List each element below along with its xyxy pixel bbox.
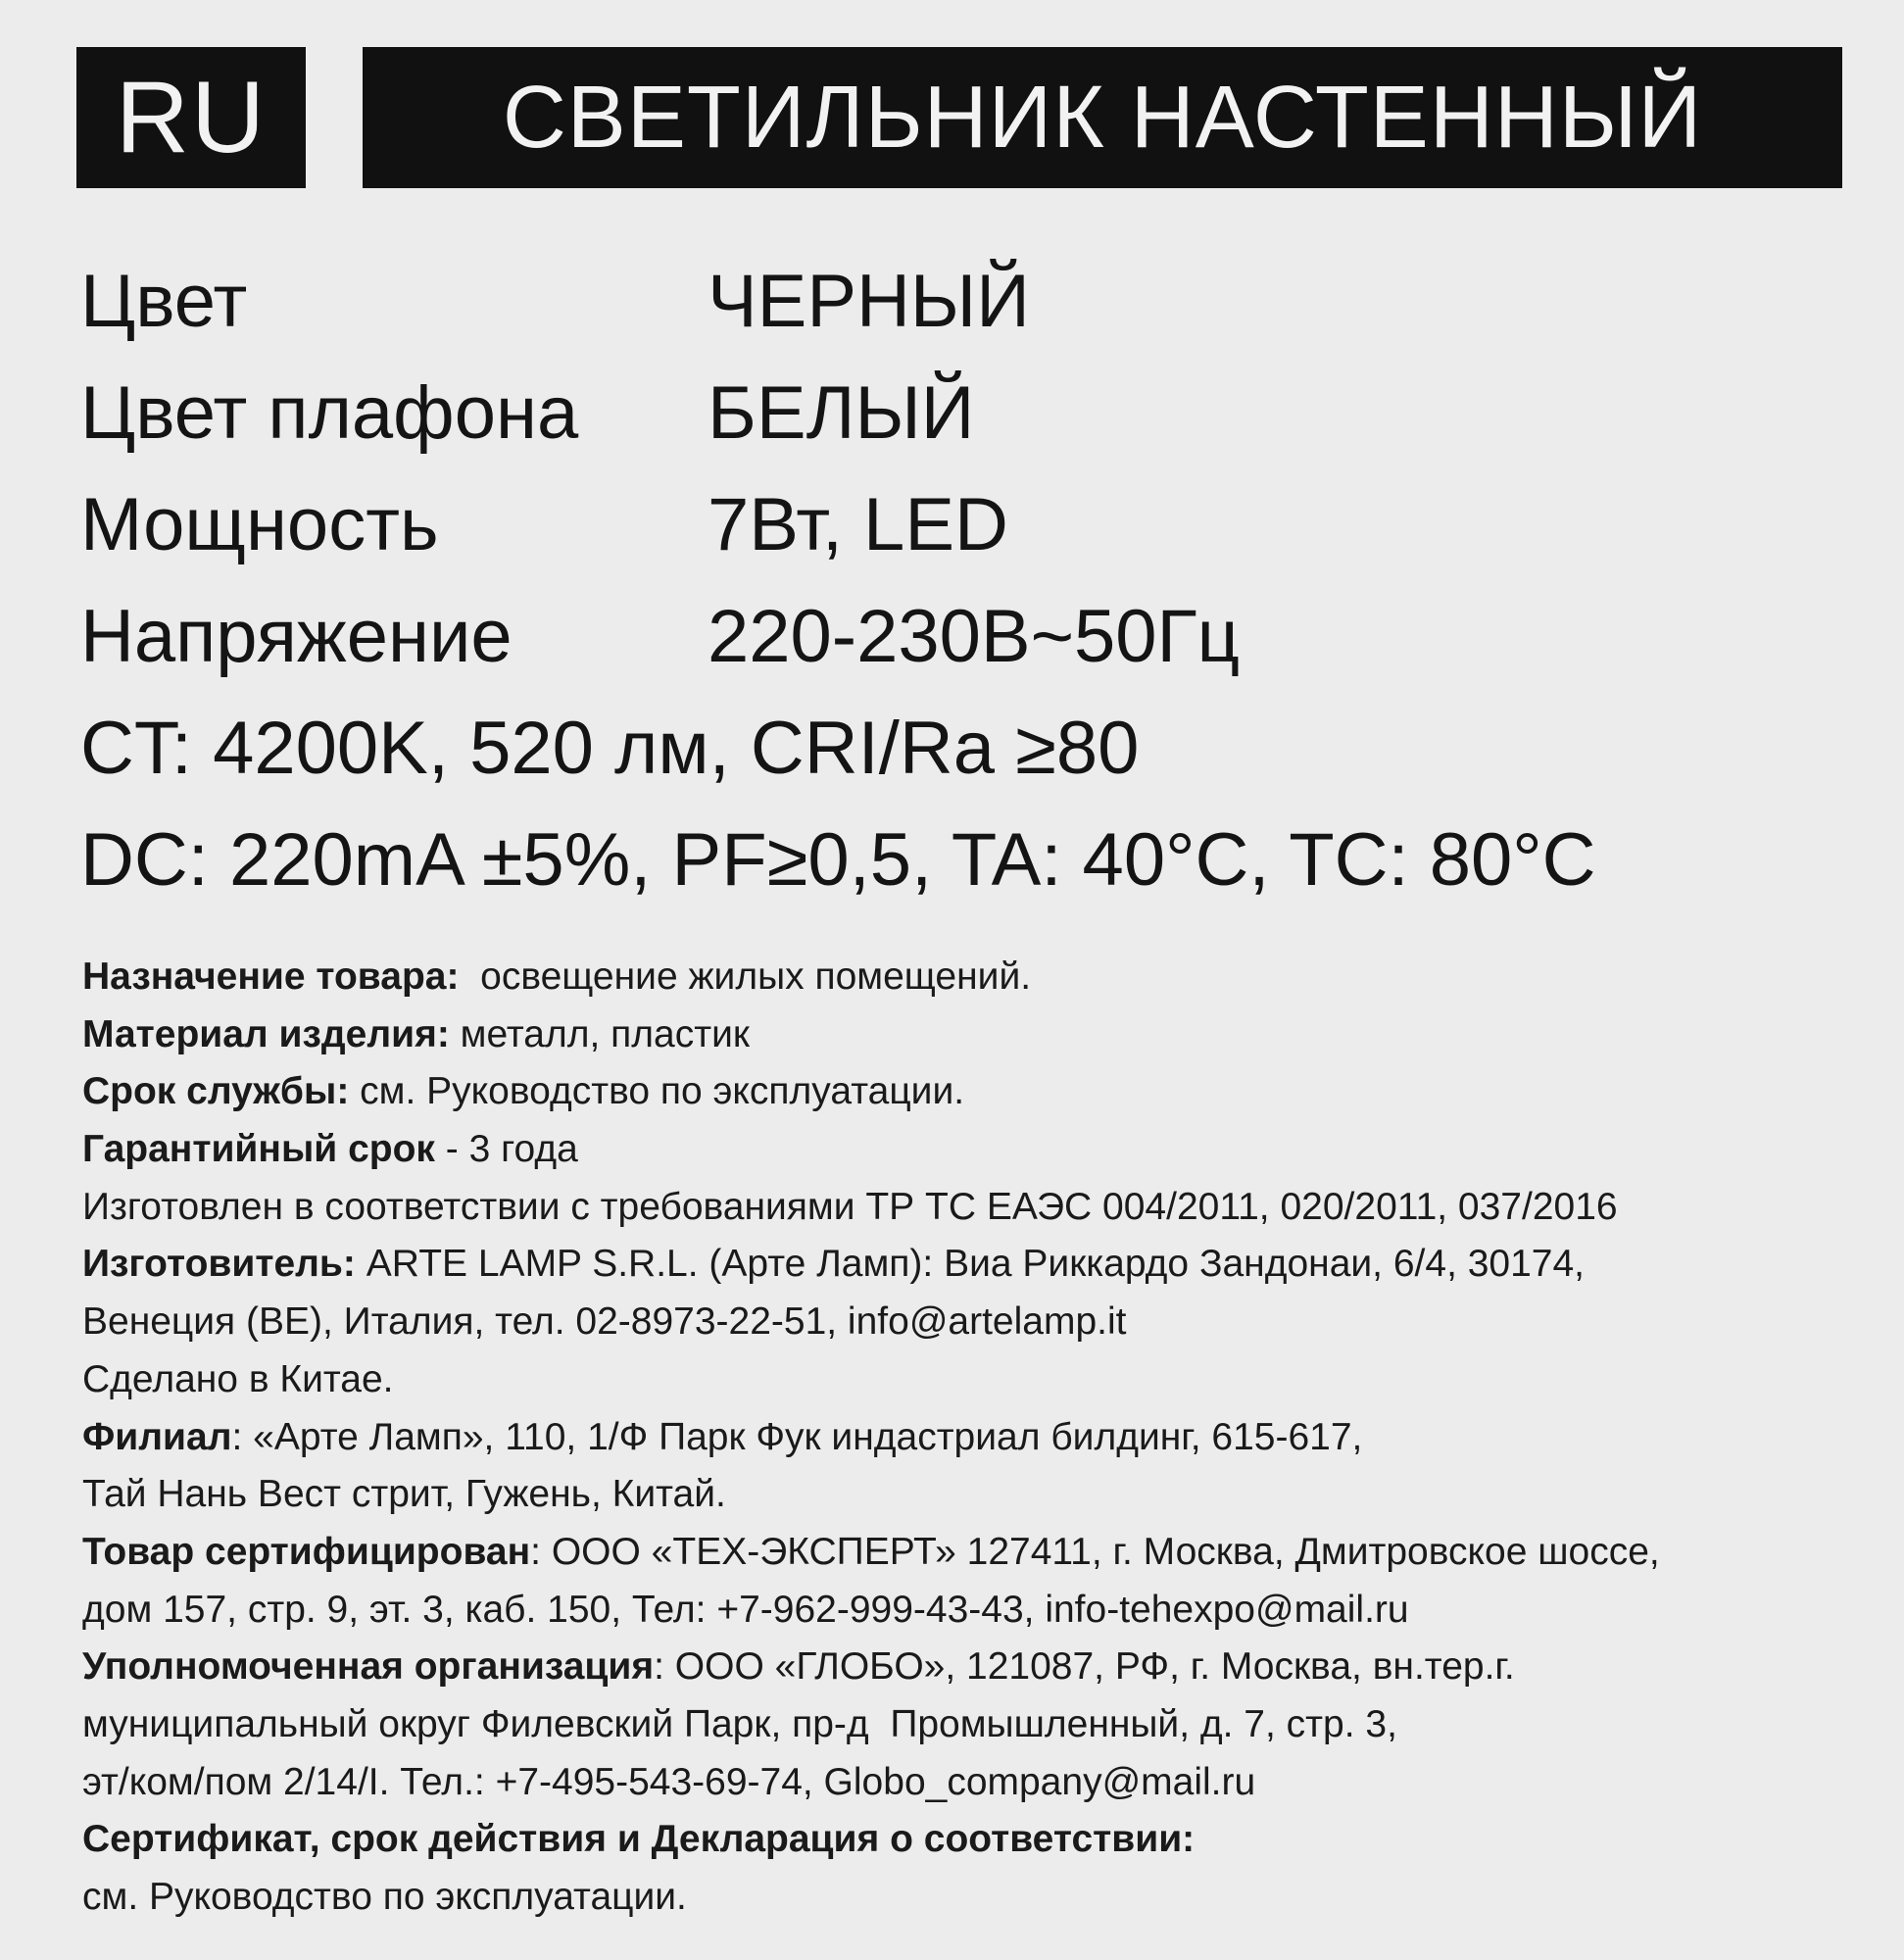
detail-authorized-contacts: эт/ком/пом 2/14/I. Тел.: +7-495-543-69-74, Globo_company@mail.ru — [82, 1760, 1256, 1803]
spec-label: Напряжение — [80, 594, 513, 678]
language-badge: RU — [76, 47, 306, 188]
detail-compliance: Изготовлен в соответствии с требованиями ТР ТС ЕАЭС 004/2011, 020/2011, 037/2016 — [82, 1185, 1618, 1228]
spec-row-voltage — [80, 580, 1825, 692]
detail-label: Гарантийный срок — [82, 1128, 435, 1171]
detail-text: металл, пластик — [449, 1012, 750, 1055]
detail-certificate-reference: см. Руководство по эксплуатации. — [82, 1876, 687, 1918]
detail-text: : «Арте Ламп», 110, 1/Ф Парк Фук индастриал билдинг, 615-617, — [231, 1415, 1363, 1458]
spec-row-color — [80, 245, 1825, 357]
detail-text: см. Руководство по эксплуатации. — [349, 1070, 965, 1113]
detail-label: Материал изделия: — [82, 1012, 450, 1055]
spec-row-shade-color — [80, 357, 1825, 468]
spec-value: ЧЕРНЫЙ — [708, 259, 1030, 343]
spec-line-light: CT: 4200K, 520 лм, CRI/Ra ≥80 — [80, 706, 1140, 790]
detail-certified-address: дом 157, стр. 9, эт. 3, каб. 150, Тел: +7-962-999-43-43, info-tehexpo@mail.ru — [82, 1588, 1409, 1631]
detail-label: Срок службы: — [82, 1070, 350, 1113]
detail-text: : ООО «ГЛОБО», 121087, РФ, г. Москва, вн.тер.г. — [654, 1645, 1515, 1689]
detail-label: Товар сертифицирован — [82, 1530, 531, 1573]
detail-text: ARTE LAMP S.R.L. (Арте Ламп): Виа Риккардо Зандонаи, 6/4, 30174, — [355, 1243, 1586, 1286]
detail-label: Сертификат, срок действия и Декларация о соответствии: — [82, 1818, 1196, 1861]
detail-service-life — [82, 1063, 1846, 1121]
spec-label: Цвет плафона — [80, 370, 579, 455]
detail-certificate — [82, 1811, 1846, 1869]
detail-branch — [82, 1409, 1846, 1467]
detail-text: освещение жилых помещений. — [459, 956, 1032, 998]
product-title: СВЕТИЛЬНИК НАСТЕННЫЙ — [363, 47, 1842, 188]
header — [76, 47, 1842, 188]
detail-manufacturer — [82, 1236, 1846, 1294]
spec-table — [80, 245, 1825, 915]
detail-text: : ООО «ТЕХ-ЭКСПЕРТ» 127411, г. Москва, Дмитровское шоссе, — [530, 1530, 1660, 1573]
detail-authorized-address: муниципальный округ Филевский Парк, пр-д Промышленный, д. 7, стр. 3, — [82, 1702, 1397, 1745]
detail-warranty — [82, 1121, 1846, 1179]
details-section — [82, 949, 1846, 1927]
detail-material — [82, 1006, 1846, 1064]
detail-purpose — [82, 949, 1846, 1006]
detail-label: Назначение товара: — [82, 956, 460, 998]
detail-label: Уполномоченная организация — [82, 1645, 655, 1689]
spec-line-electrical: DC: 220mA ±5%, PF≥0,5, TA: 40°C, TC: 80°C — [80, 817, 1596, 902]
detail-certified — [82, 1524, 1846, 1582]
detail-text: - 3 года — [434, 1128, 578, 1171]
spec-value: 220-230В~50Гц — [708, 594, 1241, 678]
detail-made-in: Сделано в Китае. — [82, 1357, 394, 1400]
detail-branch-address: Тай Нань Вест стрит, Гужень, Китай. — [82, 1473, 726, 1516]
spec-row-power — [80, 468, 1825, 580]
spec-label: Цвет — [80, 259, 248, 343]
detail-label: Изготовитель: — [82, 1243, 356, 1286]
spec-value: БЕЛЫЙ — [708, 370, 975, 455]
detail-label: Филиал — [82, 1415, 232, 1458]
detail-manufacturer-address: Венеция (ВЕ), Италия, тел. 02-8973-22-51, info@artelamp.it — [82, 1300, 1127, 1344]
spec-label: Мощность — [80, 482, 439, 566]
spec-value: 7Вт, LED — [708, 482, 1008, 566]
detail-authorized — [82, 1639, 1846, 1696]
